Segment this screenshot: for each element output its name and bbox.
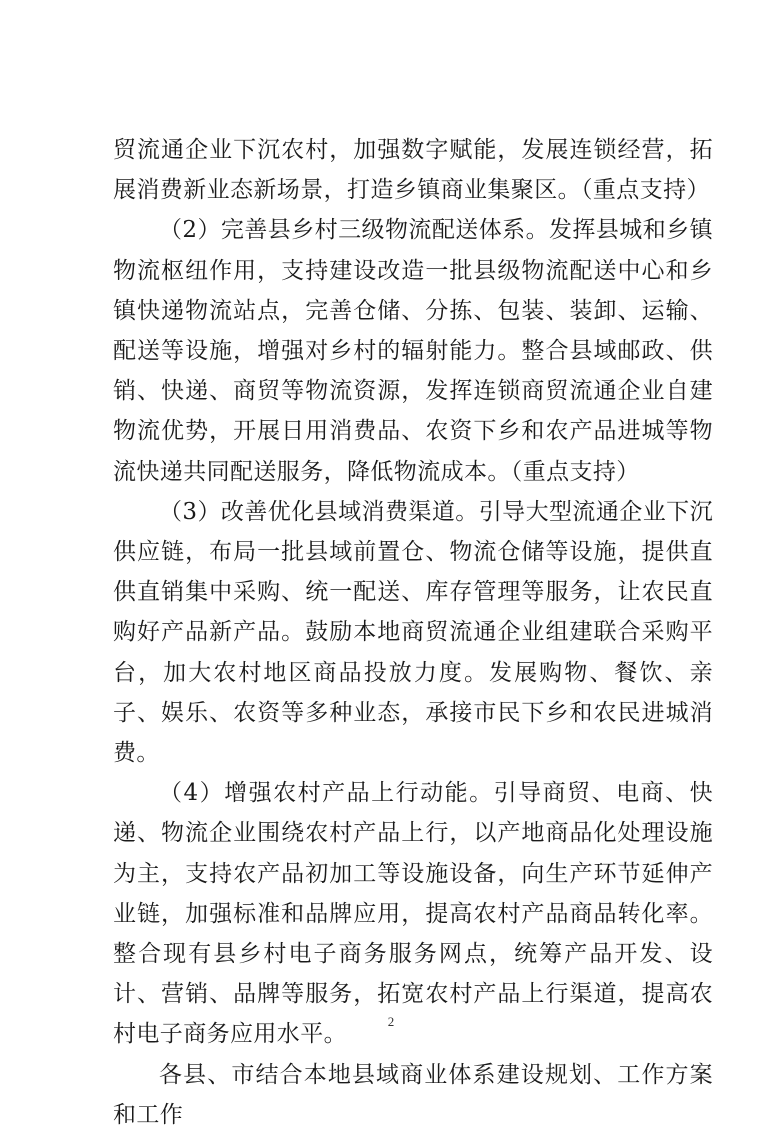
paragraph-consumption-channels: （3）改善优化县域消费渠道。引导大型流通企业下沉供应链，布局一批县域前置仓、物流仓储等设施，提供直供直销集中采购、统一配送、库存管理等服务，让农民直购好产品新产品。鼓励本地商贸流通企业组建联合采购平台，加大农村地区商品投放力度。发展购物、餐饮、亲子、娱乐、农资等多种业态，承接市民下乡和农民进城消费。 <box>113 498 713 767</box>
paragraph-trailing: 各县、市结合本地县域商业体系建设规划、工作方案和工作 <box>113 1061 713 1128</box>
paragraph-logistics-system: （2）完善县乡村三级物流配送体系。发挥县城和乡镇物流枢纽作用，支持建设改造一批县级物流配送中心和乡镇快递物流站点，完善仓储、分拣、包装、装卸、运输、配送等设施，增强对乡村的辐射能力。整合县域邮政、供销、快递、商贸等物流资源，发挥连锁商贸流通企业自建物流优势，开展日用消费品、农资下乡和农产品进城等物流快递共同配送服务，降低物流成本。（重点支持） <box>113 217 713 485</box>
paragraph-continued: 贸流通企业下沉农村，加强数字赋能，发展连锁经营，拓展消费新业态新场景，打造乡镇商业集聚区。（重点支持） <box>113 137 713 204</box>
document-body <box>113 130 713 1135</box>
paragraph-rural-products: （4）增强农村产品上行动能。引导商贸、电商、快递、物流企业围绕农村产品上行，以产地商品化处理设施为主，支持农产品初加工等设施设备，向生产环节延伸产业链，加强标准和品牌应用，提高农村产品商品转化率。整合现有县乡村电子商务服务网点，统筹产品开发、设计、营销、品牌等服务，拓宽农村产品上行渠道，提高农村电子商务应用水平。 <box>113 780 713 1048</box>
page-number: 2 <box>387 1014 395 1029</box>
